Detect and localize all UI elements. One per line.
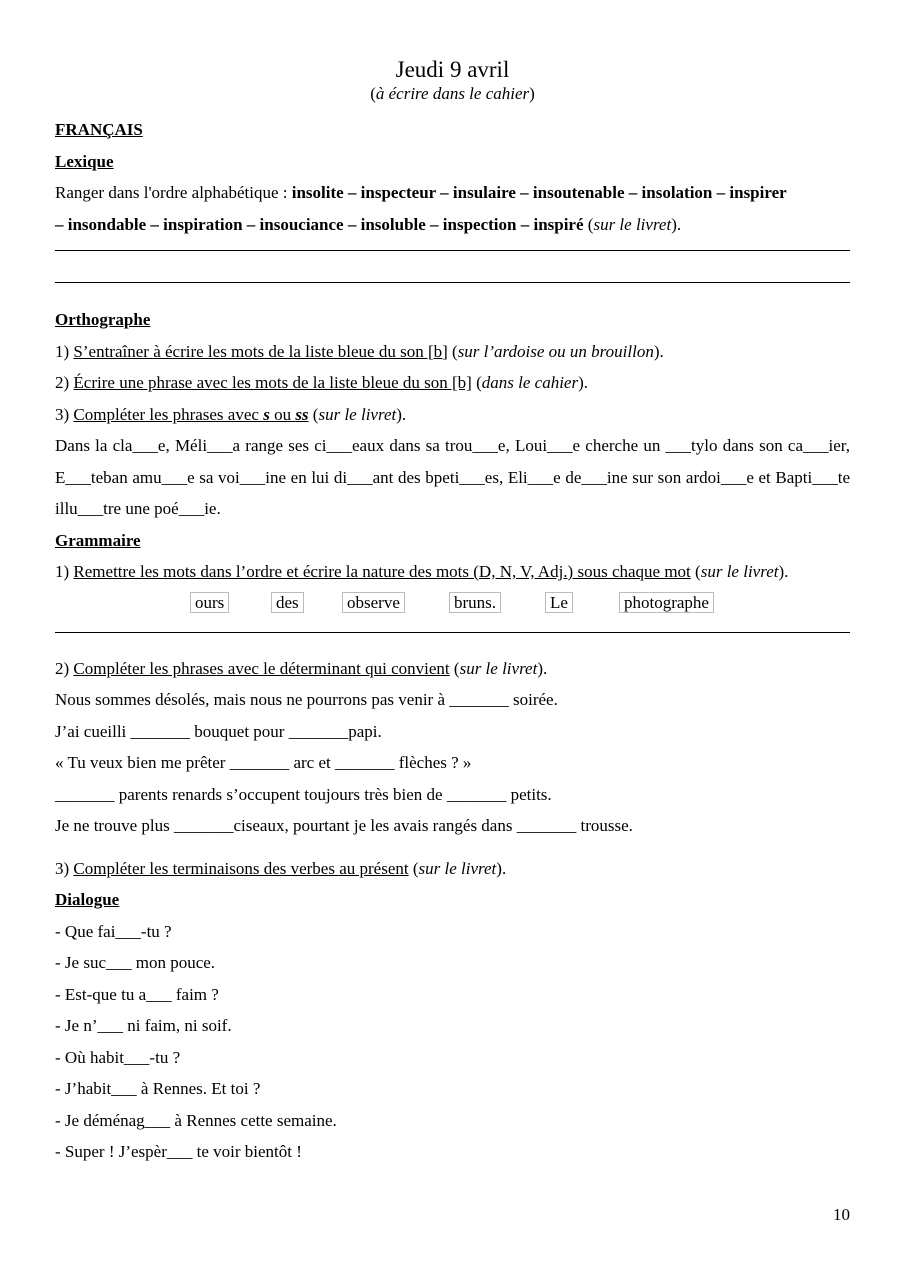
orthographe-item-2: 2) Écrire une phrase avec les mots de la liste bleue du son [b] (dans le cahier). xyxy=(55,373,589,392)
answer-line xyxy=(55,250,850,251)
answer-line xyxy=(55,632,850,633)
word-box: des xyxy=(271,592,304,613)
lexique-words-continued: – insondable – inspiration – insouciance – insoluble – inspection – inspiré (sur le livret). xyxy=(55,214,682,234)
determinant-sentence: _______ parents renards s’occupent toujours très bien de _______ petits. xyxy=(55,784,552,804)
dialogue-line: - Je n’___ ni faim, ni soif. xyxy=(55,1016,232,1035)
page-number: 10 xyxy=(833,1205,850,1224)
page-title: Jeudi 9 avril xyxy=(395,57,510,82)
determinant-sentence: « Tu veux bien me prêter _______ arc et _______ flèches ? » xyxy=(55,753,472,772)
document-page xyxy=(55,56,850,1168)
answer-line xyxy=(55,282,850,283)
orthographe-exercise-paragraph: Dans la cla___e, Méli___a range ses ci___eaux dans sa trou___e, Loui___e cherche un ___tylo dans son ca___ier, E___teban amu___e sa voi___ine en lui di___ant des bpeti___es, Eli___e de___ine sur son ardoi___e et Bapti___te illu___tre une poé___ie. xyxy=(55,436,850,518)
orthographe-item-1: 1) S’entraîner à écrire les mots de la liste bleue du son [b] (sur l’ardoise ou un brouillon). xyxy=(55,341,664,361)
section-heading-orthographe: Orthographe xyxy=(55,310,151,329)
word-box: bruns. xyxy=(449,592,501,613)
dialogue-line: - Que fai___-tu ? xyxy=(55,921,172,941)
section-heading-francais: FRANÇAIS xyxy=(55,120,143,139)
word-box: photographe xyxy=(619,592,714,613)
section-heading-dialogue: Dialogue xyxy=(55,890,120,909)
word-box: observe xyxy=(342,592,405,613)
grammaire-item-2: 2) Compléter les phrases avec le déterminant qui convient (sur le livret). xyxy=(55,658,548,678)
dialogue-line: - Où habit___-tu ? xyxy=(55,1047,181,1067)
section-heading-lexique: Lexique xyxy=(55,151,114,171)
grammaire-item-3: 3) Compléter les terminaisons des verbes au présent (sur le livret). xyxy=(55,858,507,878)
word-box: Le xyxy=(545,592,573,613)
page-subtitle: (à écrire dans le cahier) xyxy=(370,84,535,103)
dialogue-line: - J’habit___ à Rennes. Et toi ? xyxy=(55,1079,261,1098)
word-box-row xyxy=(55,590,850,618)
lexique-instruction: Ranger dans l'ordre alphabétique : insolite – inspecteur – insulaire – insoutenable – insolation – inspirer xyxy=(55,183,787,202)
determinant-sentence: Nous sommes désolés, mais nous ne pourrons pas venir à _______ soirée. xyxy=(55,690,558,709)
grammaire-item-1: 1) Remettre les mots dans l’ordre et écrire la nature des mots (D, N, V, Adj.) sous chaque mot (sur le livret). xyxy=(55,562,789,581)
dialogue-line: - Je suc___ mon pouce. xyxy=(55,953,216,972)
word-box: ours xyxy=(190,592,229,613)
orthographe-item-3: 3) Compléter les phrases avec s ou ss (sur le livret). xyxy=(55,404,407,424)
section-heading-grammaire: Grammaire xyxy=(55,530,141,550)
determinant-sentence: Je ne trouve plus _______ciseaux, pourtant je les avais rangés dans _______ trousse. xyxy=(55,816,633,835)
dialogue-line: - Super ! J’espèr___ te voir bientôt ! xyxy=(55,1142,302,1161)
dialogue-line: - Je déménag___ à Rennes cette semaine. xyxy=(55,1110,337,1130)
dialogue-line: - Est-que tu a___ faim ? xyxy=(55,984,219,1004)
determinant-sentence: J’ai cueilli _______ bouquet pour _______papi. xyxy=(55,721,382,741)
